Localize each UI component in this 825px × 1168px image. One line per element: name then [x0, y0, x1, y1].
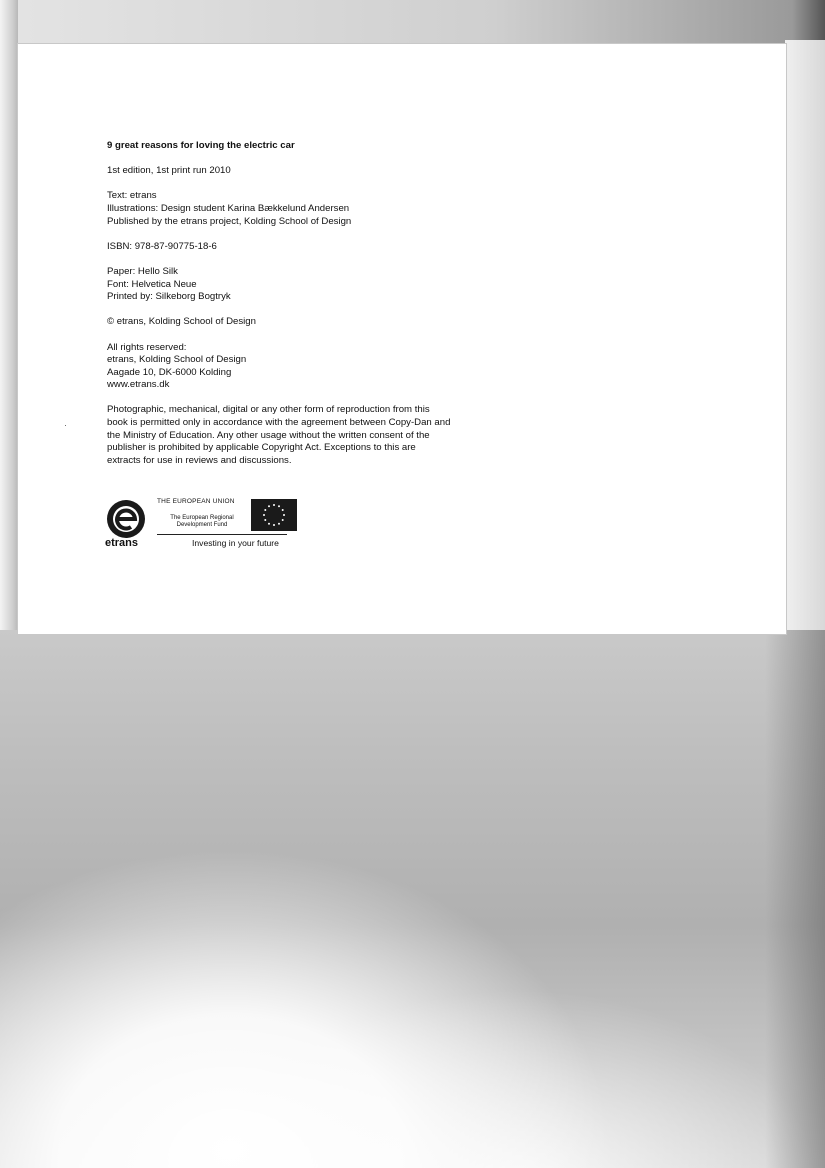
scan-shadow-right — [785, 40, 825, 640]
paper-info: Paper: Hello Silk — [107, 265, 178, 277]
rights-block — [107, 342, 452, 392]
credit-publisher: Published by the etrans project, Kolding School of Design — [107, 215, 352, 227]
eu-fund-line-1: The European Regional — [170, 515, 234, 521]
isbn: ISBN: 978-87-90775-18-6 — [107, 240, 217, 252]
eu-tagline: Investing in your future — [192, 538, 279, 548]
printer-info: Printed by: Silkeborg Bogtryk — [107, 291, 231, 303]
scan-shadow-bottom-right — [765, 630, 825, 1168]
credit-text: Text: etrans — [107, 190, 157, 202]
rights-website: www.etrans.dk — [107, 379, 170, 391]
logo-strip — [104, 495, 304, 555]
copyright: © etrans, Kolding School of Design — [107, 316, 256, 328]
credits-block — [107, 190, 452, 228]
scan-shadow-bottom — [0, 630, 825, 1168]
eu-title: THE EUROPEAN UNION — [157, 498, 235, 505]
eu-divider — [157, 534, 287, 535]
reproduction-notice: Photographic, mechanical, digital or any other form of reproduction from this book is permitted only in accordance with the agreement between Copy-Dan and the Ministry of Education. Any other usage without the written consent of the publisher is prohibited by applicable Copyright Act. Exceptions to this are extracts for use in reviews and discussions. — [107, 404, 451, 466]
rights-org: etrans, Kolding School of Design — [107, 354, 247, 366]
scan-shadow-top — [0, 0, 825, 46]
eu-flag-icon — [251, 499, 297, 531]
rights-address: Aagade 10, DK-6000 Kolding — [107, 366, 232, 378]
eu-fund-line-2: Development Fund — [176, 522, 228, 528]
edition: 1st edition, 1st print run 2010 — [107, 165, 231, 177]
credit-illustrations: Illustrations: Design student Karina Bækkelund Andersen — [107, 202, 350, 214]
book-title: 9 great reasons for loving the electric car — [107, 140, 295, 151]
etrans-wordmark: etrans — [105, 537, 139, 549]
eu-fund-name — [162, 515, 242, 529]
scan-speck: · — [64, 420, 67, 430]
production-block — [107, 266, 452, 304]
rights-heading: All rights reserved: — [107, 341, 187, 353]
eu-logo — [154, 495, 304, 555]
colophon — [107, 140, 452, 480]
font-info: Font: Helvetica Neue — [107, 278, 197, 290]
